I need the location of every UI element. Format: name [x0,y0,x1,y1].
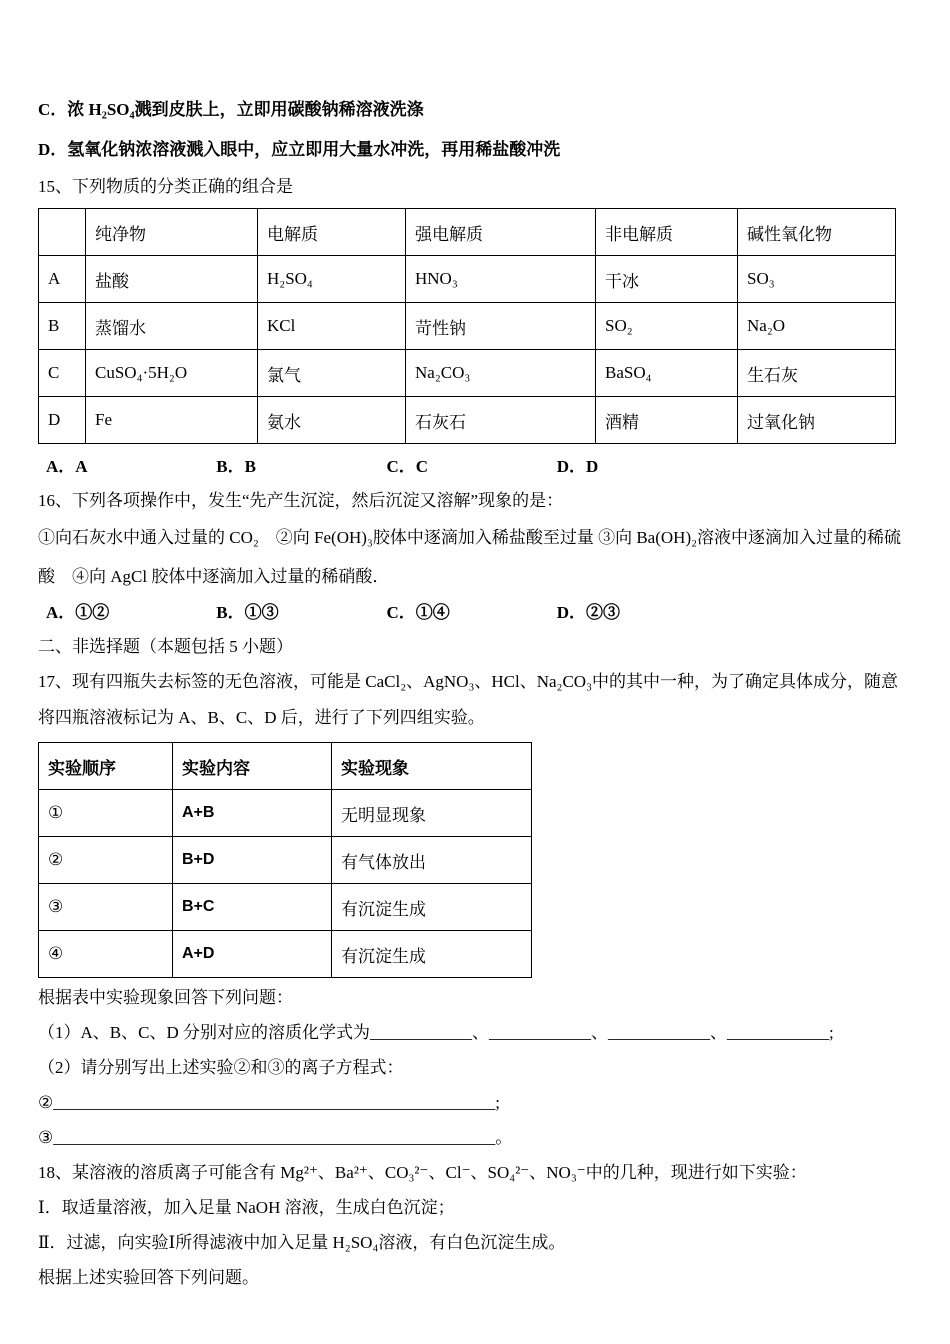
table-cell: 有沉淀生成 [332,884,532,931]
table-row-header [39,209,896,256]
table-row-3 [39,884,532,931]
q16-stem: 16、下列各项操作中，发生“先产生沉淀，然后沉淀又溶解”现象的是： [38,491,564,510]
table-cell: 苛性钠 [406,303,596,350]
table-cell: Na₂CO₃ [406,350,596,397]
table-cell: B+D [173,837,332,884]
q17-after-table: 根据表中实验现象回答下列问题： [38,988,293,1007]
table-cell: SO₂ [596,303,738,350]
q16-option-d: D．②③ [556,603,621,622]
q16-answer-options [38,596,913,630]
q18-step-2: Ⅱ．过滤，向实验Ⅰ所得滤液中加入足量 H₂SO₄溶液，有白色沉淀生成。 [38,1233,566,1252]
table-cell: CuSO₄·5H₂O [86,350,258,397]
table-cell: 无明显现象 [332,790,532,837]
table-cell: 纯净物 [86,209,258,256]
q18-footer: 根据上述实验回答下列问题。 [38,1268,259,1287]
table-cell: 有沉淀生成 [332,931,532,978]
q16-option-a: A．①② [46,603,110,622]
table-cell: 碱性氧化物 [738,209,896,256]
q17-blank-line-2: ②____________________________________________________; [38,1093,500,1112]
q16-option-c: C．①④ [386,603,450,622]
table-cell: A+D [173,931,332,978]
table-cell: 电解质 [258,209,406,256]
table-row-4 [39,931,532,978]
table-cell: 石灰石 [406,397,596,444]
table-row-header [39,743,532,790]
table-cell: 盐酸 [86,256,258,303]
table-cell: SO₃ [738,256,896,303]
q15-option-d: D．D [556,457,599,476]
table-cell: KCl [258,303,406,350]
table-cell: B+C [173,884,332,931]
q15-classification-table [38,208,896,444]
table-cell: 过氧化钠 [738,397,896,444]
table-row-b [39,303,896,350]
table-cell: ③ [39,884,173,931]
q17-stem: 17、现有四瓶失去标签的无色溶液，可能是 CaCl₂、AgNO₃、HCl、Na₂CO₃中的其中一种，为了确定具体成分，随意将四瓶溶液标记为 A、B、C、D 后，进行了下列四组实验。 [38,672,899,727]
q18-stem: 18、某溶液的溶质离子可能含有 Mg²⁺、Ba²⁺、CO₃²⁻、Cl⁻、SO₄²⁻、NO₃⁻中的几种，现进行如下实验： [38,1163,807,1182]
table-cell: 生石灰 [738,350,896,397]
table-cell: 强电解质 [406,209,596,256]
table-cell: A [39,256,86,303]
choice-line-d: D．氢氧化钠浓溶液溅入眼中，应立即用大量水冲洗，再用稀盐酸冲洗 [38,140,561,159]
q16-option-b: B．①③ [216,603,279,622]
table-row-1 [39,790,532,837]
q15-option-b: B．B [216,457,256,476]
table-cell: BaSO₄ [596,350,738,397]
choice-line-c: C．浓 H₂SO₄溅到皮肤上，立即用碳酸钠稀溶液洗涤 [38,100,424,119]
q17-questions-block [38,980,913,1295]
table-cell: 氨水 [258,397,406,444]
table-cell: HNO₃ [406,256,596,303]
table-header-cell: 实验现象 [332,743,532,790]
q15-stem: 15、下列物质的分类正确的组合是 [38,177,293,196]
q17-blank-line-1: （1）A、B、C、D 分别对应的溶质化学式为____________、____________、____________、____________; [38,1023,834,1042]
table-cell: ④ [39,931,173,978]
table-cell: D [39,397,86,444]
table-cell: H₂SO₄ [258,256,406,303]
table-cell: 非电解质 [596,209,738,256]
table-cell: ② [39,837,173,884]
table-header-cell: 实验顺序 [39,743,173,790]
table-cell: Fe [86,397,258,444]
table-cell: Na₂O [738,303,896,350]
table-cell: ① [39,790,173,837]
q17-blank-label-2: （2）请分别写出上述实验②和③的离子方程式： [38,1058,404,1077]
table-cell: 有气体放出 [332,837,532,884]
table-cell [39,209,86,256]
table-row-c [39,350,896,397]
q17-experiment-table [38,742,532,978]
table-cell: B [39,303,86,350]
table-row-2 [39,837,532,884]
table-cell: 氯气 [258,350,406,397]
table-cell: C [39,350,86,397]
table-cell: 酒精 [596,397,738,444]
table-cell: A+B [173,790,332,837]
table-row-a [39,256,896,303]
table-cell: 干冰 [596,256,738,303]
q15-option-c: C．C [386,457,429,476]
q16-body: ①向石灰水中通入过量的 CO₂ ②向 Fe(OH)₃胶体中逐滴加入稀盐酸至过量 ③向 Ba(OH)₂溶液中逐滴加入过量的稀硫酸 ④向 AgCl 胶体中逐滴加入过量的稀硝酸． [38,528,902,586]
table-row-d [39,397,896,444]
q15-answer-options [38,450,913,484]
table-cell: 蒸馏水 [86,303,258,350]
table-header-cell: 实验内容 [173,743,332,790]
q15-option-a: A．A [46,457,88,476]
q17-blank-line-3: ③____________________________________________________。 [38,1128,513,1147]
section-2-header: 二、非选择题（本题包括 5 小题） [38,637,293,656]
q18-step-1: Ⅰ．取适量溶液，加入足量 NaOH 溶液，生成白色沉淀； [38,1198,455,1217]
